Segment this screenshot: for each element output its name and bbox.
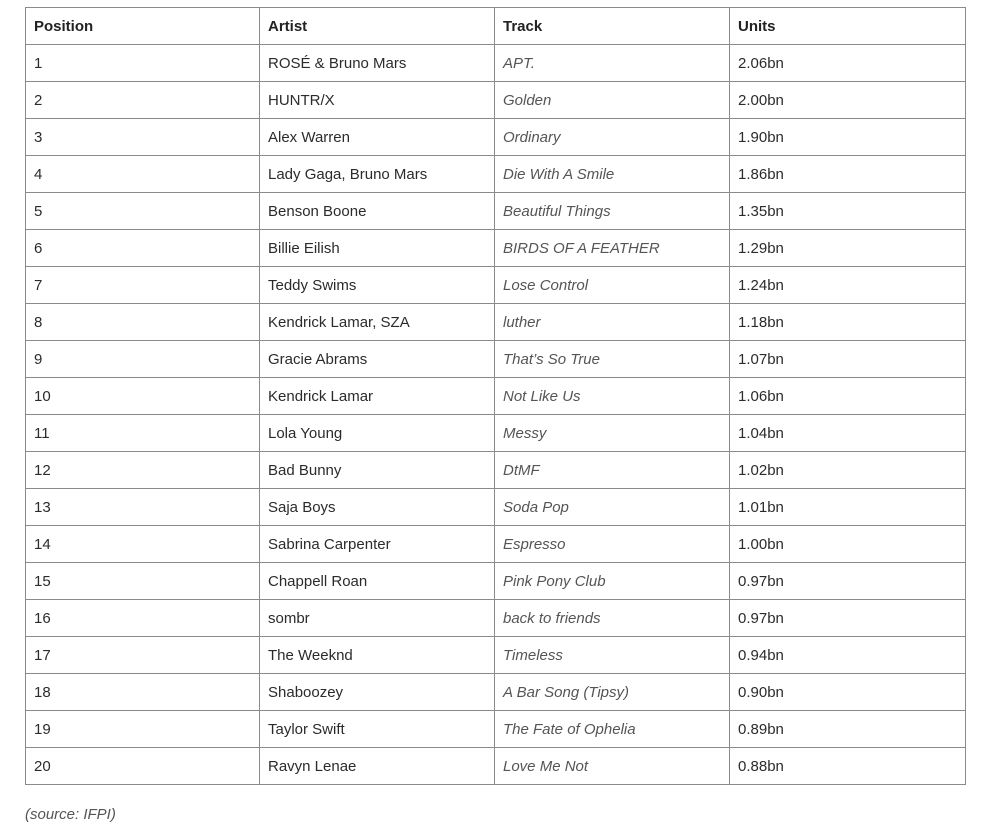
cell-track: That’s So True [495, 341, 730, 378]
cell-units: 0.90bn [730, 674, 966, 711]
cell-track: Beautiful Things [495, 193, 730, 230]
table-row [26, 156, 966, 193]
cell-units: 1.29bn [730, 230, 966, 267]
cell-artist: sombr [260, 600, 495, 637]
table-body [26, 45, 966, 785]
cell-units: 1.18bn [730, 304, 966, 341]
cell-position: 10 [26, 378, 260, 415]
cell-artist: Sabrina Carpenter [260, 526, 495, 563]
chart-table-container [25, 7, 965, 785]
cell-position: 1 [26, 45, 260, 82]
cell-artist: Kendrick Lamar, SZA [260, 304, 495, 341]
cell-artist: Chappell Roan [260, 563, 495, 600]
cell-units: 1.86bn [730, 156, 966, 193]
cell-units: 1.02bn [730, 452, 966, 489]
cell-artist: Kendrick Lamar [260, 378, 495, 415]
cell-artist: Shaboozey [260, 674, 495, 711]
cell-artist: HUNTR/X [260, 82, 495, 119]
table-row [26, 526, 966, 563]
cell-units: 0.94bn [730, 637, 966, 674]
table-row [26, 119, 966, 156]
table-row [26, 304, 966, 341]
cell-position: 11 [26, 415, 260, 452]
cell-position: 9 [26, 341, 260, 378]
cell-position: 2 [26, 82, 260, 119]
cell-position: 3 [26, 119, 260, 156]
cell-position: 5 [26, 193, 260, 230]
cell-artist: Billie Eilish [260, 230, 495, 267]
table-row [26, 378, 966, 415]
table-row [26, 45, 966, 82]
cell-position: 14 [26, 526, 260, 563]
table-row [26, 674, 966, 711]
cell-units: 1.07bn [730, 341, 966, 378]
cell-track: The Fate of Ophelia [495, 711, 730, 748]
cell-track: Not Like Us [495, 378, 730, 415]
cell-artist: Taylor Swift [260, 711, 495, 748]
cell-artist: ROSÉ & Bruno Mars [260, 45, 495, 82]
table-row [26, 711, 966, 748]
cell-position: 19 [26, 711, 260, 748]
cell-artist: Teddy Swims [260, 267, 495, 304]
cell-units: 1.90bn [730, 119, 966, 156]
cell-track: A Bar Song (Tipsy) [495, 674, 730, 711]
cell-track: Lose Control [495, 267, 730, 304]
cell-units: 0.89bn [730, 711, 966, 748]
cell-position: 20 [26, 748, 260, 785]
cell-units: 0.97bn [730, 563, 966, 600]
header-artist: Artist [260, 8, 495, 45]
header-track: Track [495, 8, 730, 45]
cell-artist: Lady Gaga, Bruno Mars [260, 156, 495, 193]
cell-position: 12 [26, 452, 260, 489]
chart-table [25, 7, 966, 785]
source-note: (source: IFPI) [25, 806, 116, 823]
cell-artist: Gracie Abrams [260, 341, 495, 378]
cell-track: back to friends [495, 600, 730, 637]
table-header [26, 8, 966, 45]
table-row [26, 415, 966, 452]
cell-units: 0.88bn [730, 748, 966, 785]
cell-track: Pink Pony Club [495, 563, 730, 600]
cell-artist: The Weeknd [260, 637, 495, 674]
cell-position: 8 [26, 304, 260, 341]
cell-track: Timeless [495, 637, 730, 674]
cell-units: 1.04bn [730, 415, 966, 452]
table-row [26, 230, 966, 267]
cell-units: 1.24bn [730, 267, 966, 304]
cell-artist: Alex Warren [260, 119, 495, 156]
cell-track: DtMF [495, 452, 730, 489]
cell-track: Messy [495, 415, 730, 452]
cell-position: 7 [26, 267, 260, 304]
cell-track: Ordinary [495, 119, 730, 156]
cell-track: BIRDS OF A FEATHER [495, 230, 730, 267]
table-row [26, 489, 966, 526]
cell-track: Love Me Not [495, 748, 730, 785]
cell-units: 1.01bn [730, 489, 966, 526]
cell-track: Golden [495, 82, 730, 119]
cell-position: 16 [26, 600, 260, 637]
cell-position: 15 [26, 563, 260, 600]
cell-units: 2.06bn [730, 45, 966, 82]
cell-artist: Saja Boys [260, 489, 495, 526]
table-row [26, 193, 966, 230]
header-position: Position [26, 8, 260, 45]
cell-position: 18 [26, 674, 260, 711]
cell-track: Soda Pop [495, 489, 730, 526]
table-row [26, 637, 966, 674]
cell-units: 1.00bn [730, 526, 966, 563]
table-row [26, 563, 966, 600]
cell-units: 2.00bn [730, 82, 966, 119]
table-row [26, 748, 966, 785]
table-header-row [26, 8, 966, 45]
cell-track: luther [495, 304, 730, 341]
cell-position: 13 [26, 489, 260, 526]
header-units: Units [730, 8, 966, 45]
cell-track: APT. [495, 45, 730, 82]
cell-artist: Bad Bunny [260, 452, 495, 489]
cell-track: Espresso [495, 526, 730, 563]
table-row [26, 600, 966, 637]
cell-position: 6 [26, 230, 260, 267]
cell-units: 0.97bn [730, 600, 966, 637]
cell-position: 17 [26, 637, 260, 674]
cell-units: 1.35bn [730, 193, 966, 230]
cell-track: Die With A Smile [495, 156, 730, 193]
cell-artist: Lola Young [260, 415, 495, 452]
table-row [26, 452, 966, 489]
table-row [26, 341, 966, 378]
table-row [26, 267, 966, 304]
table-row [26, 82, 966, 119]
cell-units: 1.06bn [730, 378, 966, 415]
cell-artist: Benson Boone [260, 193, 495, 230]
cell-position: 4 [26, 156, 260, 193]
cell-artist: Ravyn Lenae [260, 748, 495, 785]
